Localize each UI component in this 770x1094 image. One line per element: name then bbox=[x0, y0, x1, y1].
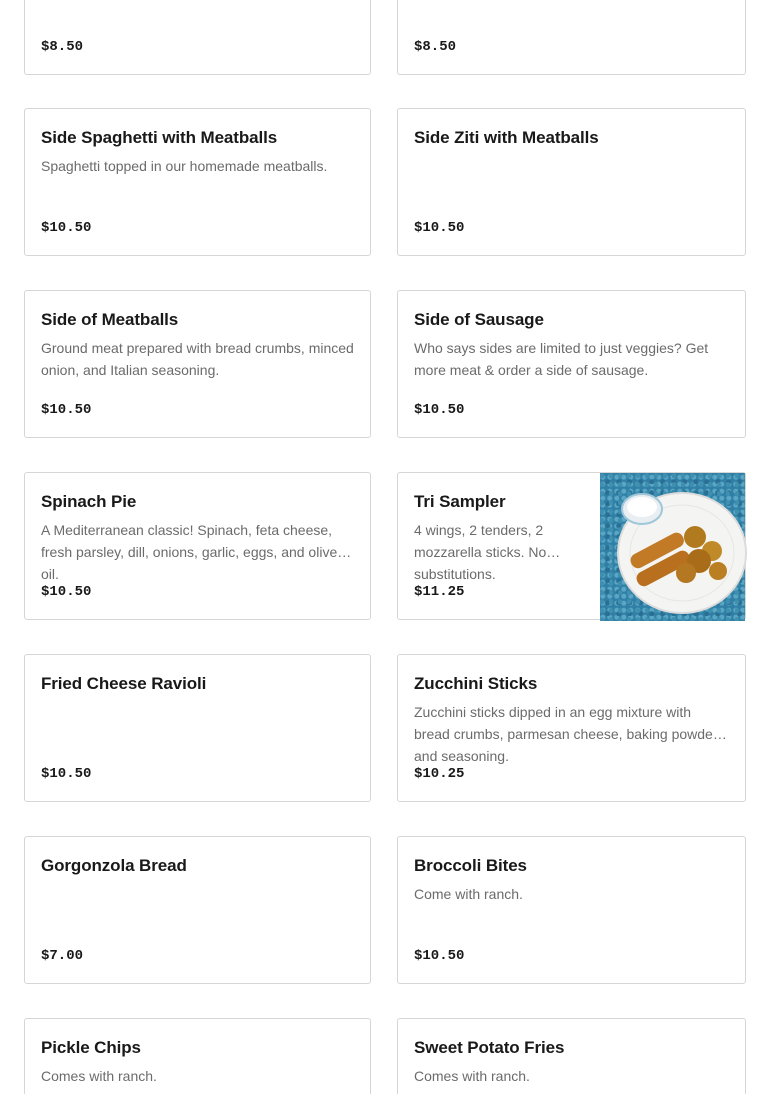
menu-item-title: Spinach Pie bbox=[41, 492, 137, 511]
menu-item-description: Come with ranch. bbox=[414, 886, 523, 902]
menu-item-card[interactable] bbox=[397, 0, 746, 75]
menu-item-price: $10.50 bbox=[414, 220, 465, 236]
menu-item-description: Zucchini sticks dipped in an egg mixture with bread crumbs, parmesan cheese, baking powder and seasoning. bbox=[414, 704, 718, 764]
menu-item-price: $10.50 bbox=[414, 948, 465, 964]
menu-item-price: $8.50 bbox=[414, 39, 457, 55]
menu-item-price: $10.50 bbox=[41, 402, 92, 418]
menu-item-card[interactable] bbox=[24, 654, 371, 802]
menu-item-description: A Mediterranean classic! Spinach, feta cheese, fresh parsley, dill, onions, garlic, eggs, and olive oil. bbox=[41, 522, 338, 582]
menu-item-price: $10.25 bbox=[414, 766, 465, 782]
menu-item-title: Pickle Chips bbox=[41, 1038, 141, 1057]
menu-item-price: $10.50 bbox=[414, 402, 465, 418]
menu-item-price: $11.25 bbox=[414, 584, 465, 600]
menu-item-price: $10.50 bbox=[41, 766, 92, 782]
menu-item-description: 4 wings, 2 tenders, 2 mozzarella sticks. No substitutions. bbox=[414, 522, 547, 582]
fried-sampler-photo bbox=[600, 473, 745, 621]
menu-item-card[interactable] bbox=[24, 472, 371, 620]
menu-item-description: Ground meat prepared with bread crumbs, minced onion, and Italian seasoning. bbox=[41, 340, 354, 378]
menu-item-price: $10.50 bbox=[41, 584, 92, 600]
menu-item-card[interactable] bbox=[24, 290, 371, 438]
menu-item-card[interactable] bbox=[397, 1018, 746, 1094]
menu-item-price: $10.50 bbox=[41, 220, 92, 236]
menu-item-card[interactable] bbox=[397, 654, 746, 802]
menu-item-description: Who says sides are limited to just veggies? Get more meat & order a side of sausage. bbox=[414, 340, 709, 378]
menu-item-description: Spaghetti topped in our homemade meatballs. bbox=[41, 158, 328, 174]
menu-item-card[interactable] bbox=[397, 836, 746, 984]
menu-item-description: Comes with ranch. bbox=[41, 1068, 157, 1084]
menu-item-card[interactable] bbox=[24, 836, 371, 984]
menu-item-title: Fried Cheese Ravioli bbox=[41, 674, 207, 693]
menu-item-title: Side of Meatballs bbox=[41, 310, 179, 329]
menu-item-card[interactable] bbox=[397, 472, 746, 620]
menu-item-card[interactable] bbox=[24, 1018, 371, 1094]
menu-item-title: Tri Sampler bbox=[414, 492, 506, 511]
menu-item-price: $8.50 bbox=[41, 39, 84, 55]
menu-item-title: Side Spaghetti with Meatballs bbox=[41, 128, 278, 147]
menu-item-description: Comes with ranch. bbox=[414, 1068, 530, 1084]
menu-item-card[interactable] bbox=[397, 108, 746, 256]
menu-item-title: Side Ziti with Meatballs bbox=[414, 128, 599, 147]
menu-item-title: Sweet Potato Fries bbox=[414, 1038, 565, 1057]
menu-item-title: Side of Sausage bbox=[414, 310, 544, 329]
menu-item-title: Zucchini Sticks bbox=[414, 674, 538, 693]
menu-item-card[interactable] bbox=[24, 108, 371, 256]
menu-item-price: $7.00 bbox=[41, 948, 84, 964]
menu-item-card[interactable] bbox=[397, 290, 746, 438]
menu-item-title: Gorgonzola Bread bbox=[41, 856, 187, 875]
menu-item-title: Broccoli Bites bbox=[414, 856, 527, 875]
menu-item-card[interactable] bbox=[24, 0, 371, 75]
